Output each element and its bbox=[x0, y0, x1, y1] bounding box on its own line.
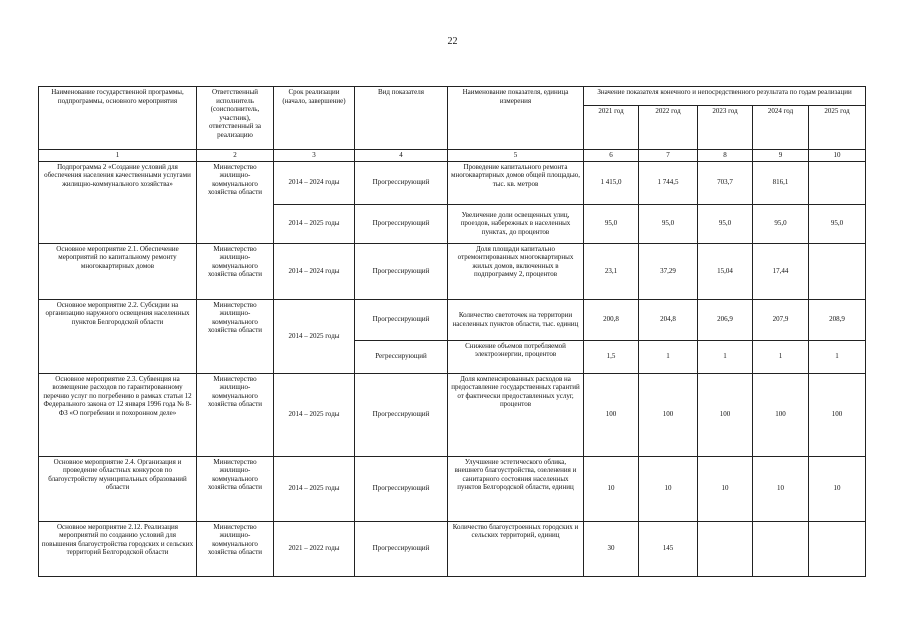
indicator-kind: Прогрессирующий bbox=[355, 373, 448, 456]
header-year: 2023 год bbox=[698, 106, 753, 150]
table-row bbox=[39, 299, 866, 340]
value-cell: 23,1 bbox=[584, 243, 639, 299]
table-row bbox=[39, 161, 866, 204]
value-cell: 100 bbox=[809, 373, 866, 456]
value-cell: 10 bbox=[809, 456, 866, 521]
value-cell: 208,9 bbox=[809, 299, 866, 340]
period: 2021 – 2022 годы bbox=[274, 521, 355, 576]
value-cell: 1 bbox=[639, 340, 698, 373]
indicator-name: Проведение капитального ремонта многоквартирных домов общей площадью, тыс. кв. метров bbox=[448, 161, 584, 204]
table-row bbox=[39, 243, 866, 299]
value-cell: 10 bbox=[639, 456, 698, 521]
value-cell bbox=[809, 521, 866, 576]
value-cell: 95,0 bbox=[698, 204, 753, 243]
value-cell: 1 bbox=[698, 340, 753, 373]
value-cell: 1 bbox=[753, 340, 809, 373]
period: 2014 – 2024 годы bbox=[274, 243, 355, 299]
header-executor: Ответственный исполнитель (соисполнитель, участник), ответственный за реализацию bbox=[197, 87, 274, 150]
value-cell bbox=[698, 521, 753, 576]
indicator-name: Улучшение эстетического облика, внешнего благоустройства, озеленения и санитарного состояния населенных пунктов Белгородской области, единиц bbox=[448, 456, 584, 521]
value-cell: 204,8 bbox=[639, 299, 698, 340]
executor: Министерство жилищно-коммунального хозяйства области bbox=[197, 161, 274, 243]
value-cell: 17,44 bbox=[753, 243, 809, 299]
column-number: 10 bbox=[809, 150, 866, 162]
value-cell bbox=[809, 161, 866, 204]
program-name: Основное мероприятие 2.1. Обеспечение мероприятий по капитальному ремонту многоквартирных домов bbox=[39, 243, 197, 299]
period: 2014 – 2025 годы bbox=[274, 456, 355, 521]
page-number: 22 bbox=[447, 36, 458, 47]
program-name: Основное мероприятие 2.12. Реализация мероприятий по созданию условий для повышения благоустройства городских и сельских территорий Белгородской области bbox=[39, 521, 197, 576]
indicator-name: Доля площади капитально отремонтированных многоквартирных жилых домов, включенных в подпрограмму 2, процентов bbox=[448, 243, 584, 299]
header-year: 2022 год bbox=[639, 106, 698, 150]
indicator-kind: Регрессирующий bbox=[355, 340, 448, 373]
program-name: Подпрограмма 2 «Создание условий для обеспечения населения качественными услугами жилищно-коммунального хозяйства» bbox=[39, 161, 197, 243]
header-period: Срок реализации (начало, завершение) bbox=[274, 87, 355, 150]
value-cell: 100 bbox=[584, 373, 639, 456]
indicator-kind: Прогрессирующий bbox=[355, 243, 448, 299]
indicator-table bbox=[38, 86, 866, 577]
value-cell: 37,29 bbox=[639, 243, 698, 299]
value-cell: 1 744,5 bbox=[639, 161, 698, 204]
indicator-kind: Прогрессирующий bbox=[355, 299, 448, 340]
header-program: Наименование государственной программы, подпрограммы, основного мероприятия bbox=[39, 87, 197, 150]
header-year: 2024 год bbox=[753, 106, 809, 150]
value-cell: 1,5 bbox=[584, 340, 639, 373]
value-cell: 816,1 bbox=[753, 161, 809, 204]
value-cell: 10 bbox=[753, 456, 809, 521]
indicator-kind: Прогрессирующий bbox=[355, 204, 448, 243]
program-name: Основное мероприятие 2.2. Субсидии на организацию наружного освещения населенных пунктов Белгородской области bbox=[39, 299, 197, 373]
table-row bbox=[39, 373, 866, 456]
header-values-group: Значение показателя конечного и непосредственного результата по годам реализации bbox=[584, 87, 866, 106]
table-row bbox=[39, 456, 866, 521]
indicator-name: Увеличение доли освещенных улиц, проездов, набережных в населенных пунктах, до процентов bbox=[448, 204, 584, 243]
column-number: 6 bbox=[584, 150, 639, 162]
column-numbers-row bbox=[39, 150, 866, 162]
value-cell: 30 bbox=[584, 521, 639, 576]
value-cell: 10 bbox=[698, 456, 753, 521]
value-cell: 145 bbox=[639, 521, 698, 576]
header-row bbox=[39, 87, 866, 106]
indicator-name: Количество светоточек на территории населенных пунктов области, тыс. единиц bbox=[448, 299, 584, 340]
value-cell bbox=[753, 521, 809, 576]
value-cell: 95,0 bbox=[639, 204, 698, 243]
period: 2014 – 2024 годы bbox=[274, 161, 355, 204]
program-name: Основное мероприятие 2.4. Организация и проведение областных конкурсов по благоустройству муниципальных образований области bbox=[39, 456, 197, 521]
value-cell: 100 bbox=[753, 373, 809, 456]
period: 2014 – 2025 годы bbox=[274, 204, 355, 243]
executor: Министерство жилищно-коммунального хозяйства области bbox=[197, 299, 274, 373]
header-indicator: Наименование показателя, единица измерения bbox=[448, 87, 584, 150]
indicator-name: Количество благоустроенных городских и сельских территорий, единиц bbox=[448, 521, 584, 576]
executor: Министерство жилищно-коммунального хозяйства области bbox=[197, 456, 274, 521]
column-number: 8 bbox=[698, 150, 753, 162]
program-name: Основное мероприятие 2.3. Субвенция на возмещение расходов по гарантированному перечню услуг по погребению в рамках статьи 12 Федерального закона от 12 января 1996 года № 8-ФЗ «О погребении и похоронном деле» bbox=[39, 373, 197, 456]
value-cell: 206,9 bbox=[698, 299, 753, 340]
value-cell: 95,0 bbox=[584, 204, 639, 243]
value-cell: 95,0 bbox=[809, 204, 866, 243]
executor: Министерство жилищно-коммунального хозяйства области bbox=[197, 243, 274, 299]
value-cell: 95,0 bbox=[753, 204, 809, 243]
indicator-kind: Прогрессирующий bbox=[355, 456, 448, 521]
indicator-kind: Прогрессирующий bbox=[355, 521, 448, 576]
indicator-kind: Прогрессирующий bbox=[355, 161, 448, 204]
column-number: 2 bbox=[197, 150, 274, 162]
value-cell: 1 bbox=[809, 340, 866, 373]
column-number: 3 bbox=[274, 150, 355, 162]
indicator-name: Снижение объемов потребляемой электроэнергии, процентов bbox=[448, 340, 584, 373]
value-cell: 1 415,0 bbox=[584, 161, 639, 204]
column-number: 4 bbox=[355, 150, 448, 162]
value-cell: 207,9 bbox=[753, 299, 809, 340]
executor: Министерство жилищно-коммунального хозяйства области bbox=[197, 521, 274, 576]
header-year: 2025 год bbox=[809, 106, 866, 150]
value-cell: 703,7 bbox=[698, 161, 753, 204]
period: 2014 – 2025 годы bbox=[274, 373, 355, 456]
column-number: 5 bbox=[448, 150, 584, 162]
table-row bbox=[39, 521, 866, 576]
column-number: 9 bbox=[753, 150, 809, 162]
value-cell bbox=[809, 243, 866, 299]
column-number: 1 bbox=[39, 150, 197, 162]
header-kind: Вид показателя bbox=[355, 87, 448, 150]
header-year: 2021 год bbox=[584, 106, 639, 150]
column-number: 7 bbox=[639, 150, 698, 162]
value-cell: 200,8 bbox=[584, 299, 639, 340]
value-cell: 100 bbox=[639, 373, 698, 456]
period: 2014 – 2025 годы bbox=[274, 299, 355, 373]
executor: Министерство жилищно-коммунального хозяйства области bbox=[197, 373, 274, 456]
indicator-name: Доля компенсированных расходов на предоставление государственных гарантий от фактически предоставленных услуг, процентов bbox=[448, 373, 584, 456]
value-cell: 100 bbox=[698, 373, 753, 456]
value-cell: 15,04 bbox=[698, 243, 753, 299]
value-cell: 10 bbox=[584, 456, 639, 521]
